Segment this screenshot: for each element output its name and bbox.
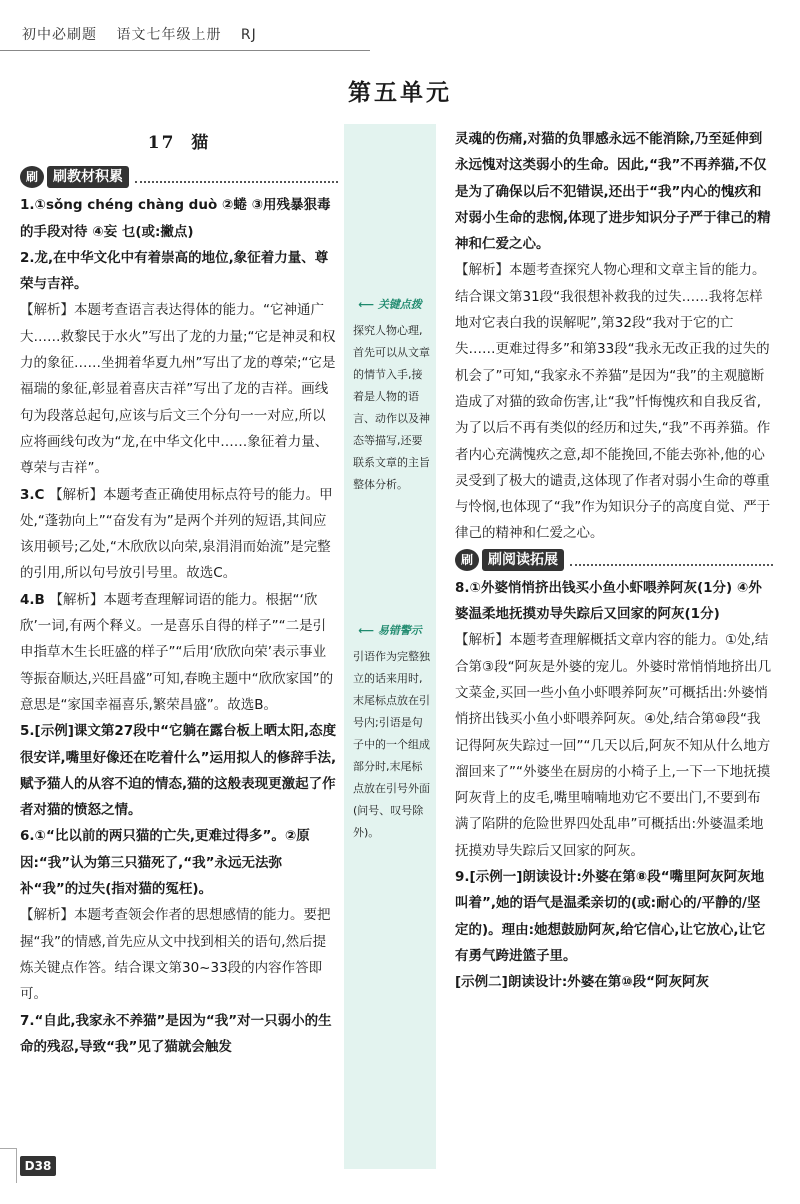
- answer-item: [20, 823, 338, 902]
- section-banner-textbook: [20, 166, 338, 188]
- analysis-text: 本题考查领会作者的思想感情的能力。要把握“我”的情感,首先应从文中找到相关的语句,然后提炼关键点作答。结合课文第30~33段的内容作答即可。: [20, 907, 331, 1003]
- answer-item: [20, 297, 338, 481]
- key-point-heading: ⟵ 关键点拨: [358, 298, 422, 311]
- analysis-tag: 【解析】: [455, 262, 509, 279]
- section-label: 刷教材积累: [47, 166, 129, 188]
- answer-text: ①外婆悄悄挤出钱买小鱼小虾喂养阿灰(1分) ④外婆温柔地抚摸劝导失踪后又回家的阿灰(1分): [455, 579, 762, 623]
- key-point-title: 关键点拨: [377, 298, 422, 311]
- lesson-name: 猫: [191, 133, 211, 153]
- item-number: 1.: [20, 197, 35, 214]
- error-warning-title: 易错警示: [377, 624, 422, 637]
- answer-item: [455, 126, 773, 257]
- series-name: 初中必刷题: [22, 27, 97, 43]
- dotted-rule: [570, 554, 773, 566]
- answer-text: ①“比以前的两只猫的亡失,更难过得多”。②原因:“我”认为第三只猫死了,“我”永远无法弥补“我”的过失(指对猫的冤枉)。: [20, 828, 310, 898]
- right-column: [455, 126, 773, 996]
- answer-item: [20, 718, 338, 823]
- answer-text: ①sǒng chéng chàng duò ②蜷 ③用残暴狠毒的手段对待 ④妄 乜(或:撇点): [20, 197, 331, 240]
- item-number: 4.: [20, 591, 35, 608]
- analysis-tag: 【解析】: [20, 907, 74, 924]
- brush-icon: 刷: [20, 166, 44, 188]
- answer-item: [20, 587, 338, 718]
- answer-text: [示例一]朗读设计:外婆在第⑧段“嘴里阿灰阿灰地叫着”,她的语气是温柔亲切的(或:耐心的/平静的/坚定的)。理由:她想鼓励阿灰,给它信心,让它放心,让它有勇气跨进篮子里。: [455, 869, 766, 964]
- unit-title: 第五单元: [348, 79, 452, 106]
- section-banner-reading: [455, 549, 773, 571]
- item-number: 3.: [20, 486, 35, 503]
- section-label: 刷阅读拓展: [482, 549, 564, 571]
- answer-text: [示例二]朗读设计:外婆在第⑩段“阿灰阿灰: [455, 974, 710, 991]
- answer-item: [455, 969, 773, 995]
- analysis-tag: 【解析】: [49, 486, 104, 503]
- item-number: 6.: [20, 828, 35, 845]
- header-rule: [0, 50, 370, 51]
- answer-text: 灵魂的伤痛,对猫的负罪感永远不能消除,乃至延伸到永远愧对这类弱小的生命。因此,“我”不再养猫,不仅是为了确保以后不犯错误,还出于“我”内心的愧疚和对弱小生命的悲悯,体现了进步知识分子严于律己的精神和仁爱之心。: [455, 131, 771, 253]
- error-warning-text: 引语作为完整独立的话来用时,末尾标点放在引号内;引语是句子中的一个组成部分时,末尾标点放在引号外面(问号、叹号除外)。: [353, 650, 430, 839]
- answer-item: [20, 192, 338, 245]
- analysis-text: 本题考查正确使用标点符号的能力。甲处,“蓬勃向上”“奋发有为”是两个并列的短语,其间应该用顿号;乙处,“木欣欣以向荣,泉涓涓而始流”是完整的引用,所以句号放引号里。故选C。: [20, 486, 333, 582]
- left-column: [20, 126, 338, 1060]
- answer-list: [455, 126, 773, 547]
- error-warning-heading: ⟵ 易错警示: [358, 624, 422, 637]
- analysis-tag: 【解析】: [49, 591, 104, 608]
- brush-icon: 刷: [455, 549, 479, 571]
- answer-item: [20, 245, 338, 298]
- dotted-rule: [135, 171, 338, 183]
- answer-text: “自此,我家永不养猫”是因为“我”对一只弱小的生命的残忍,导致“我”见了猫就会触发: [20, 1012, 332, 1055]
- book-name: 语文七年级上册: [116, 27, 222, 43]
- answer-item: [20, 902, 338, 1007]
- item-number: 2.: [20, 249, 35, 266]
- answer-item: [455, 864, 773, 969]
- answer-list: [20, 192, 338, 1060]
- answer-text: [示例]课文第27段中“它躺在露台板上晒太阳,态度很安详,嘴里好像还在吃着什么”运用拟人的修辞手法,赋予猫人的从容不迫的情态,猫的这般表现更激起了作者对猫的愤怒之情。: [20, 723, 337, 819]
- running-header: [22, 24, 271, 44]
- item-number: 7.: [20, 1012, 35, 1029]
- analysis-text: 本题考查理解概括文章内容的能力。①处,结合第③段“阿灰是外婆的宠儿。外婆时常悄悄地挤出几文菜金,买回一些小鱼小虾喂养阿灰”可概括出:外婆悄悄挤出钱买小鱼小虾喂养阿灰。④处,结合第⑩段“我记得阿灰失踪过一回”“几天以后,阿灰不知从什么地方溜回来了”“外婆坐在厨房的小椅子上,一下一下地抚摸阿灰背上的皮毛,嘴里喃喃地劝它不要出门,不要到布满了陷阱的危险世界四处乱串”可概括出:外婆温柔地抚摸劝导失踪后又回家的阿灰。: [455, 632, 772, 859]
- analysis-text: 本题考查理解词语的能力。根据“‘欣欣’一词,有两个释义。一是喜乐自得的样子”“二是引申指草木生长旺盛的样子”“后用‘欣欣向荣’表示事业等振奋顺达,兴旺昌盛”可知,春晚主题中“欣欣家国”的意思是“家国幸福喜乐,繁荣昌盛”。故选B。: [20, 591, 334, 713]
- item-number: 9.: [455, 869, 470, 886]
- lesson-title: [20, 130, 338, 156]
- lesson-number: 17: [147, 133, 176, 153]
- analysis-text: 本题考查探究人物心理和文章主旨的能力。结合课文第31段“我很想补救我的过失……我将怎样地对它表白我的误解呢”,第32段“我对于它的亡失……更难过得多”和第33段“我永无改正我的过失的机会了”可知,“我家永不养猫”是因为“我”的主观臆断造成了对猫的致命伤害,让“我”忏悔愧疚和自我反省,为了以后不再有类似的经历和过失,“我”不再养猫。作者内心充满愧疚之意,却不能挽回,不能去弥补,他的心灵受到了极大的谴责,这体现了作者对弱小生命的尊重与怜悯,也体现了“我”作为知识分子的高度自觉、严于律己的精神和仁爱之心。: [455, 262, 771, 542]
- analysis-tag: 【解析】: [455, 632, 509, 649]
- answer-text: 龙,在中华文化中有着崇高的地位,象征着力量、尊荣与吉祥。: [20, 249, 329, 293]
- page-number: D38: [20, 1156, 56, 1176]
- answer-item: [455, 257, 773, 546]
- page-corner-tab: [0, 1148, 17, 1183]
- analysis-text: 本题考查语言表达得体的能力。“它神通广大……救黎民于水火”写出了龙的力量;“它是神灵和权力的象征……坐拥着华夏九州”写出了龙的尊荣;“它是福瑞的象征,彰显着喜庆吉祥”写出了龙的吉祥。画线句为段落总起句,应该与后文三个分句一一对应,所以应将画线句改为“龙,在中华文化中……象征着力量、尊荣与吉祥”。: [20, 302, 336, 477]
- item-number: 8.: [455, 579, 470, 596]
- answer-item: [20, 482, 338, 587]
- key-point-text: 探究人物心理,首先可以从文章的情节入手,接着是人物的语言、动作以及神态等描写,还要联系文章的主旨整体分析。: [353, 324, 430, 491]
- answer-text: B: [34, 591, 50, 608]
- item-number: 5.: [20, 723, 35, 740]
- answer-item: [455, 575, 773, 628]
- analysis-tag: 【解析】: [20, 302, 74, 319]
- edition-tag: RJ: [240, 27, 257, 43]
- answer-item: [20, 1008, 338, 1061]
- answer-text: C: [34, 486, 50, 503]
- answer-item: [455, 627, 773, 864]
- answer-list: [455, 575, 773, 996]
